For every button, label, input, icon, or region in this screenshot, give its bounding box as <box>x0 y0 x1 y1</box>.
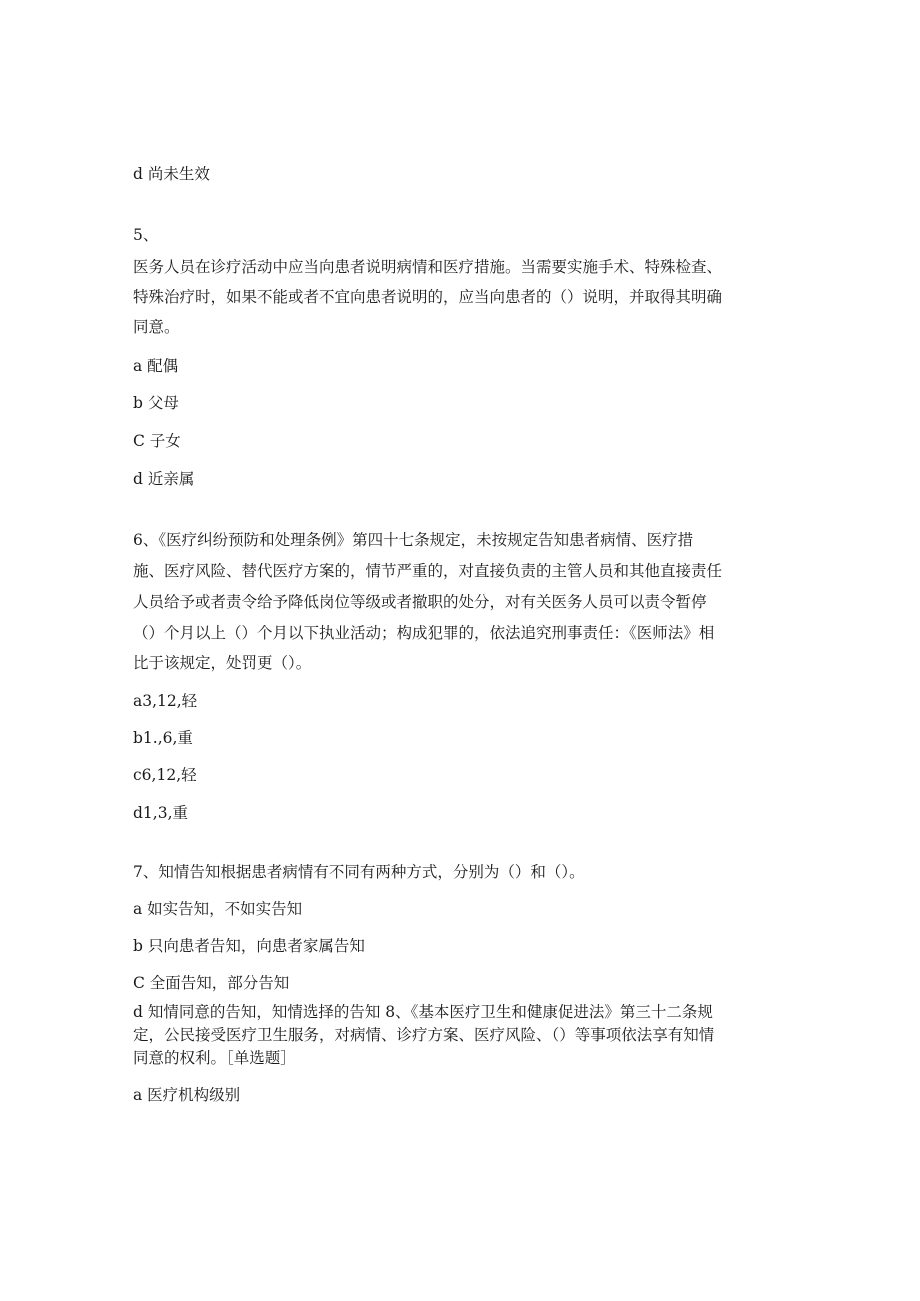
q7-option-d-q8-stem-line-1: d 知情同意的告知，知情选择的告知 8、《基本医疗卫生和健康促进法》第三十二条规 <box>133 1003 713 1021</box>
q7-option-c: C 全面告知，部分告知 <box>133 974 290 992</box>
q6-stem-line-4: （）个月以上（）个月以下执业活动；构成犯罪的，依法追究刑事责任：《医师法》相 <box>133 624 715 642</box>
q6-stem-line-1: 6、《医疗纠纷预防和处理条例》第四十七条规定，未按规定告知患者病情、医疗措 <box>133 531 694 549</box>
q5-number: 5、 <box>133 226 159 244</box>
q6-option-d: d1,3,重 <box>133 804 188 822</box>
q7-option-a: a 如实告知，不如实告知 <box>133 900 303 918</box>
q6-stem-line-2: 施、医疗风险、替代医疗方案的，情节严重的，对直接负责的主管人员和其他直接责任 <box>133 562 723 580</box>
q5-option-b: b 父母 <box>133 394 179 412</box>
q5-stem-line-2: 特殊治疗时，如果不能或者不宜向患者说明的，应当向患者的（）说明，并取得其明确 <box>133 288 723 306</box>
q8-option-a: a 医疗机构级别 <box>133 1086 241 1104</box>
q5-option-c: C 子女 <box>133 432 181 450</box>
q6-stem-line-5: 比于该规定，处罚更（）。 <box>133 654 312 672</box>
q7-option-b: b 只向患者告知，向患者家属告知 <box>133 937 365 955</box>
q6-option-a: a3,12,轻 <box>133 692 198 710</box>
q5-stem-line-1: 医务人员在诊疗活动中应当向患者说明病情和医疗措施。当需要实施手术、特殊检查、 <box>133 258 723 276</box>
q5-stem-line-3: 同意。 <box>133 318 180 336</box>
q8-stem-line-3: 同意的权利。［单选题］ <box>133 1049 296 1067</box>
q6-stem-line-3: 人员给予或者责令给予降低岗位等级或者撤职的处分，对有关医务人员可以责令暂停 <box>133 593 707 611</box>
q5-option-d: d 近亲属 <box>133 470 195 488</box>
q7-stem: 7、知情告知根据患者病情有不同有两种方式，分别为（）和（）。 <box>133 863 585 881</box>
q6-option-c: c6,12,轻 <box>133 766 197 784</box>
q8-stem-line-2: 定，公民接受医疗卫生服务，对病情、诊疗方案、医疗风险、（）等事项依法享有知情 <box>133 1026 715 1044</box>
q4-option-d: d 尚未生效 <box>133 165 210 183</box>
q6-option-b: b1.,6,重 <box>133 729 193 747</box>
q5-option-a: a 配偶 <box>133 357 179 375</box>
